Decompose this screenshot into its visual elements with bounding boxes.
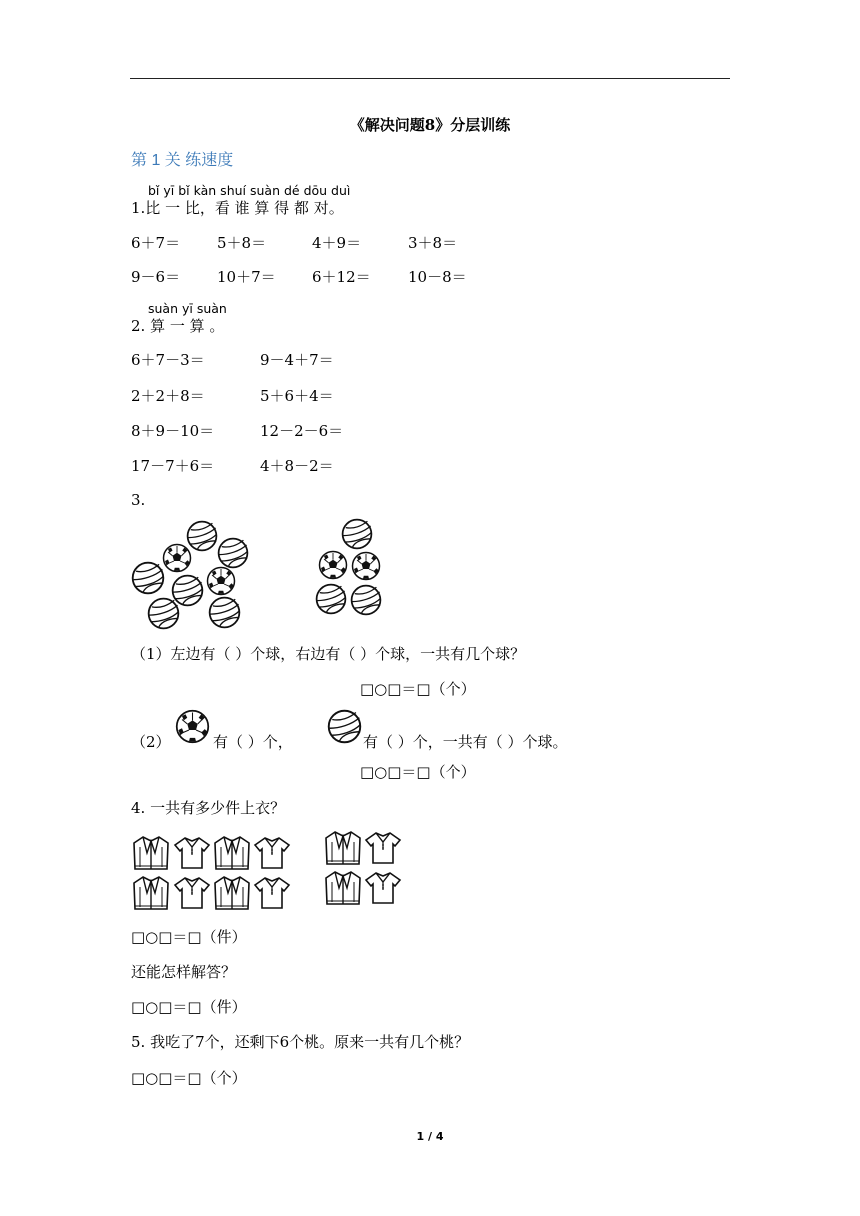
- document-title: 《解决问题8》分层训练: [349, 116, 511, 134]
- jacket-icon: [323, 828, 363, 868]
- polo-shirt-icon: [252, 833, 292, 873]
- soccer-ball-icon: [206, 566, 236, 596]
- q2-eq: 5＋6＋4＝: [260, 387, 334, 405]
- q1-eq: 3＋8＝: [408, 234, 458, 252]
- jacket-icon: [323, 868, 363, 908]
- polo-shirt-icon: [363, 828, 403, 868]
- q3-label: 3.: [131, 491, 146, 509]
- q1-eq: 5＋8＝: [217, 234, 267, 252]
- q1-eq: 6＋7＝: [131, 234, 181, 252]
- jacket-icon: [131, 873, 171, 913]
- q3-formula1: □○□＝□（个）: [360, 680, 476, 698]
- polo-shirt-icon: [363, 868, 403, 908]
- q2-eq: 12－2－6＝: [260, 422, 344, 440]
- jacket-icon: [212, 833, 252, 873]
- section-heading: 第 1 关 练速度: [131, 152, 234, 169]
- soccer-ball-icon: [162, 543, 192, 573]
- q1-text: 1.比 一 比，看 谁 算 得 都 对。: [131, 199, 344, 217]
- q4-formula2: □○□＝□（件）: [131, 998, 247, 1016]
- soccer-ball-icon: [318, 550, 348, 580]
- soccer-ball-icon: [351, 551, 381, 581]
- q3-part1: （1）左边有（ ）个球，右边有（ ）个球，一共有几个球？: [131, 645, 526, 663]
- q1-eq: 6＋12＝: [312, 268, 371, 286]
- header-rule: [130, 78, 730, 79]
- volleyball-icon: [208, 596, 241, 629]
- q2-pinyin: suàn yī suàn: [148, 301, 227, 316]
- jacket-icon: [212, 873, 252, 913]
- q2-eq: 9－4＋7＝: [260, 351, 334, 369]
- q1-eq: 9－6＝: [131, 268, 181, 286]
- volleyball-icon: [315, 583, 347, 615]
- q2-eq: 6＋7－3＝: [131, 351, 205, 369]
- q2-text: 2. 算 一 算 。: [131, 317, 225, 335]
- q2-eq: 2＋2＋8＝: [131, 387, 205, 405]
- q4-formula1: □○□＝□（件）: [131, 928, 247, 946]
- q1-pinyin: bǐ yī bǐ kàn shuí suàn dé dōu duì: [148, 183, 351, 198]
- q5-text: 5. 我吃了7个，还剩下6个桃。原来一共有几个桃？: [131, 1033, 470, 1051]
- polo-shirt-icon: [252, 873, 292, 913]
- polo-shirt-icon: [172, 833, 212, 873]
- q3-part2-soccer-count: 有（ ）个，: [213, 733, 293, 751]
- q1-eq: 4＋9＝: [312, 234, 362, 252]
- q2-eq: 17－7＋6＝: [131, 457, 215, 475]
- q3-part2-volleyball-count: 有（ ）个，一共有（ ）个球。: [363, 733, 568, 751]
- volleyball-icon: [217, 537, 249, 569]
- q3-formula2: □○□＝□（个）: [360, 763, 476, 781]
- volleyball-icon: [327, 709, 362, 744]
- polo-shirt-icon: [172, 873, 212, 913]
- volleyball-icon: [341, 518, 373, 550]
- q1-eq: 10＋7＝: [217, 268, 276, 286]
- jacket-icon: [131, 833, 171, 873]
- q4-alt-question: 还能怎样解答？: [131, 963, 237, 981]
- volleyball-icon: [131, 561, 165, 595]
- q2-eq: 4＋8－2＝: [260, 457, 334, 475]
- q1-eq: 10－8＝: [408, 268, 467, 286]
- volleyball-icon: [147, 597, 180, 630]
- q2-eq: 8＋9－10＝: [131, 422, 215, 440]
- q4-text: 4. 一共有多少件上衣？: [131, 799, 286, 817]
- q5-formula: □○□＝□（个）: [131, 1069, 247, 1087]
- volleyball-icon: [350, 584, 382, 616]
- soccer-ball-icon: [175, 709, 210, 744]
- q3-part2-prefix: （2）: [131, 733, 171, 751]
- page-number: 1 / 4: [416, 1130, 444, 1143]
